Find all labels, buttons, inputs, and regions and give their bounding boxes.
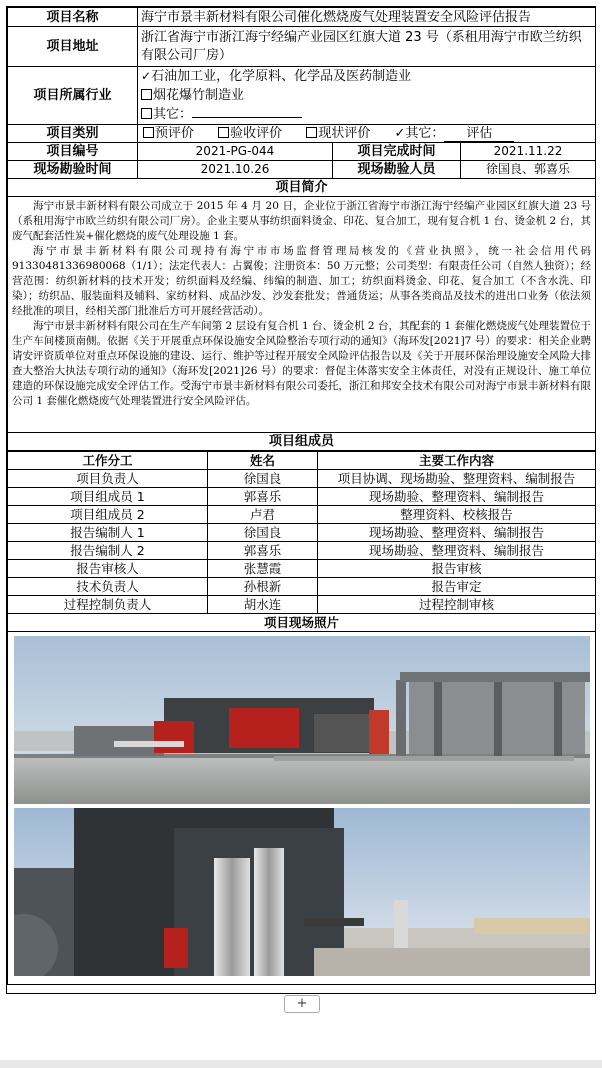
info-table xyxy=(7,7,596,451)
intro-title: 项目简介 xyxy=(8,179,596,197)
checkbox-icon xyxy=(143,127,154,138)
survey-time-value: 2021.10.26 xyxy=(138,161,333,179)
report-form-sheet xyxy=(6,6,596,994)
complete-time-label: 项目完成时间 xyxy=(333,143,461,161)
team-header-name: 姓名 xyxy=(208,452,318,470)
industry-options xyxy=(138,67,596,125)
team-work: 整理资料、校核报告 xyxy=(318,506,596,524)
industry-option-1[interactable] xyxy=(141,67,592,86)
category-label: 项目类别 xyxy=(8,125,138,143)
survey-staff-label: 现场勘验人员 xyxy=(333,161,461,179)
table-row xyxy=(8,542,596,560)
table-row xyxy=(8,596,596,614)
checkbox-icon xyxy=(141,108,152,119)
table-row xyxy=(8,506,596,524)
category-acceptance-label: 验收评价 xyxy=(230,125,283,141)
team-work: 过程控制审核 xyxy=(318,596,596,614)
table-row xyxy=(8,560,596,578)
team-name: 郭喜乐 xyxy=(208,488,318,506)
team-work: 现场勘验、整理资料、编制报告 xyxy=(318,488,596,506)
table-row xyxy=(8,488,596,506)
intro-paragraph-1: 海宁市景丰新材料有限公司成立于 2015 年 4 月 20 日，企业位于浙江省海宁市浙江海宁经编产业园区红旗大道 23 号（系租用海宁市欧兰纺织有限公司厂房）。企业主要从事纺织面料烫金、印花、复合加工，现有复合机 1 台、烫金机 2 台，其废气配套活性炭+催化燃烧的废气处理设施 1 套。 xyxy=(12,200,592,242)
table-row xyxy=(8,578,596,596)
team-name: 徐国良 xyxy=(208,470,318,488)
checkbox-icon xyxy=(218,127,229,138)
table-row xyxy=(8,524,596,542)
project-name-label: 项目名称 xyxy=(8,8,138,27)
team-name: 胡水连 xyxy=(208,596,318,614)
team-name: 徐国良 xyxy=(208,524,318,542)
category-pre[interactable] xyxy=(143,126,194,141)
survey-time-label: 现场勘验时间 xyxy=(8,161,138,179)
table-row xyxy=(8,470,596,488)
team-role: 报告编制人 2 xyxy=(8,542,208,560)
team-name: 卢君 xyxy=(208,506,318,524)
intro-paragraph-3: 海宁市景丰新材料有限公司在生产车间第 2 层设有复合机 1 台、烫金机 2 台，其配套的 1 套催化燃烧废气处理装置位于生产车间楼顶南侧。依据《关于开展重点环保设施安全风险整治专项行动的通知》（海环发[2021]7 号）的要求：相关企业聘请安评资质单位对重点环保设施的建设、运行、维护等过程开展安全风险评估报告以及《关于开展环保治理设施安全风险大排查大整治大执法专项行动的通知》（海环发[2021]26 号）的要求：督促主体落实安全主体责任，对没有正规设计、施工单位建造的环保设施完成安全评估工作。受海宁市景丰新材料有限公司委托，浙江和邦安全技术有限公司对海宁市景丰新材料有限公司 1 套催化燃烧废气处理装置进行安全风险评估。 xyxy=(12,320,592,407)
team-name: 孙根新 xyxy=(208,578,318,596)
photos-cell xyxy=(8,632,596,985)
team-work: 现场勘验、整理资料、编制报告 xyxy=(318,524,596,542)
complete-time-value: 2021.11.22 xyxy=(461,143,596,161)
industry-option-1-label: 石油加工业，化学原料、化学品及医药制造业 xyxy=(151,69,412,84)
category-status[interactable] xyxy=(306,126,370,141)
project-address-label: 项目地址 xyxy=(8,27,138,67)
site-photo-2 xyxy=(14,808,590,976)
team-role: 过程控制负责人 xyxy=(8,596,208,614)
team-role: 报告编制人 1 xyxy=(8,524,208,542)
category-options xyxy=(138,125,596,143)
industry-label: 项目所属行业 xyxy=(8,67,138,125)
team-role: 项目组成员 1 xyxy=(8,488,208,506)
team-work: 现场勘验、整理资料、编制报告 xyxy=(318,542,596,560)
team-header-work: 主要工作内容 xyxy=(318,452,596,470)
project-no-label: 项目编号 xyxy=(8,143,138,161)
project-no-value: 2021-PG-044 xyxy=(138,143,333,161)
team-header-role: 工作分工 xyxy=(8,452,208,470)
intro-paragraph-2: 海宁市景丰新材料有限公司现持有海宁市市场监督管理局核发的《营业执照》，统一社会信用代码 91330481336980068（1/1）；法定代表人：占翼俊；注册资本：50 万元整；公司类型：有限责任公司（自然人独资）；经营范围：纺织新材料的技术开发；纺织面料及经编、纬编的制造、加工；纺织面料烫金、印花、复合加工（不含水洗、印染）；纺织品、服装面料及辅料、家纺材料、成品沙发、沙发套批发；普通货运；从事各类商品及技术的进出口业务（依法须经批准的项目，经相关部门批准后方可开展经营活动）。 xyxy=(12,245,592,317)
project-address-value: 浙江省海宁市浙江海宁经编产业园区红旗大道 23 号（系租用海宁市欧兰纺织有限公司厂房） xyxy=(138,27,596,67)
team-name: 张慧霞 xyxy=(208,560,318,578)
team-table xyxy=(7,451,596,985)
survey-staff-value: 徐国良、郭喜乐 xyxy=(461,161,596,179)
category-status-label: 现状评价 xyxy=(318,125,371,141)
team-title: 项目组成员 xyxy=(8,433,596,451)
site-photo-1 xyxy=(14,636,590,804)
industry-other-blank xyxy=(192,117,302,118)
category-other[interactable] xyxy=(394,126,514,141)
team-role: 技术负责人 xyxy=(8,578,208,596)
check-icon: ✓ xyxy=(141,69,152,83)
industry-option-3[interactable] xyxy=(141,105,592,124)
team-role: 项目负责人 xyxy=(8,470,208,488)
category-other-label: 其它： xyxy=(405,125,445,141)
category-acceptance[interactable] xyxy=(218,126,282,141)
checkbox-icon xyxy=(306,127,317,138)
bottom-toolbar xyxy=(0,1060,602,1068)
photos-title: 项目现场照片 xyxy=(8,614,596,632)
category-other-value: 评估 xyxy=(444,126,514,142)
team-work: 报告审核 xyxy=(318,560,596,578)
site-photo-2-image xyxy=(14,808,590,976)
industry-option-2-label: 烟花爆竹制造业 xyxy=(153,88,245,103)
site-photo-1-image xyxy=(14,636,590,804)
team-role: 项目组成员 2 xyxy=(8,506,208,524)
check-icon: ✓ xyxy=(394,125,406,141)
industry-option-3-label: 其它： xyxy=(153,107,193,122)
project-name-value: 海宁市景丰新材料有限公司催化燃烧废气处理装置安全风险评估报告 xyxy=(138,8,596,27)
checkbox-icon xyxy=(141,89,152,100)
category-pre-label: 预评价 xyxy=(155,125,195,141)
industry-option-2[interactable] xyxy=(141,86,592,105)
team-role: 报告审核人 xyxy=(8,560,208,578)
team-work: 报告审定 xyxy=(318,578,596,596)
team-name: 郭喜乐 xyxy=(208,542,318,560)
intro-body xyxy=(8,197,596,433)
expand-button[interactable]: + xyxy=(284,995,320,1013)
team-work: 项目协调、现场勘验、整理资料、编制报告 xyxy=(318,470,596,488)
